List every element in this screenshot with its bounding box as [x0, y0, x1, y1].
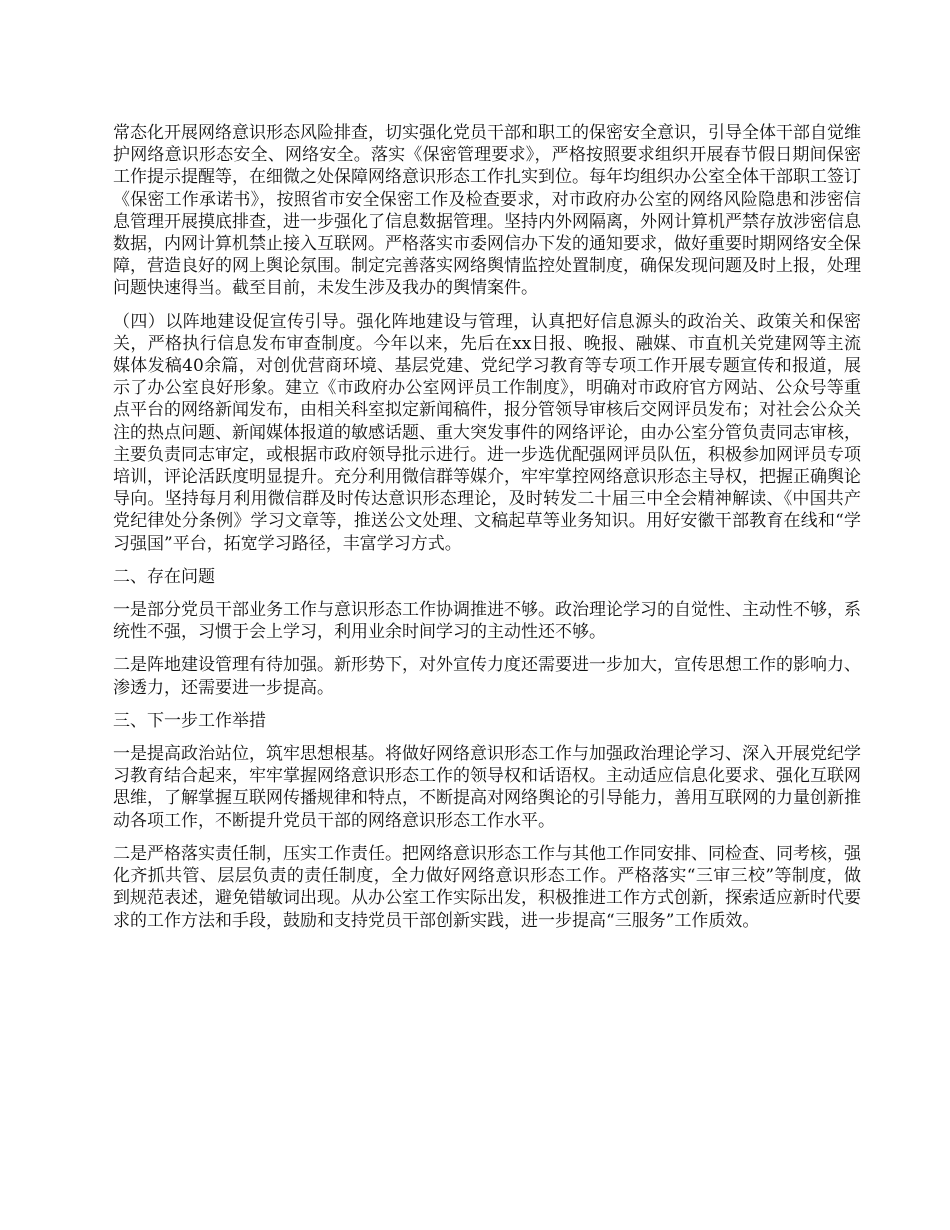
heading-next-steps: 三、下一步工作举措: [113, 710, 266, 731]
heading-problems: 二、存在问题: [113, 566, 215, 587]
paragraph-positions: （四）以阵地建设促宣传引导。强化阵地建设与管理，认真把好信息源头的政治关、政策关和保密关，严格执行信息发布审查制度。今年以来，先后在xx日报、晚报、融媒、市直机关党建网等主流媒体发稿40余篇，对创优营商环境、基层党建、党纪学习教育等专项工作开展专题宣传和报道，展示了办公室良好形象。建立《市政府办公室网评员工作制度》，明确对市政府官方网站、公众号等重点平台的网络新闻发布，由相关科室拟定新闻稿件，报分管领导审核后交网评员发布；对社会公众关注的热点问题、新闻媒体报道的敏感话题、重大突发事件的网络评论，由办公室分管负责同志审核，主要负责同志审定，或根据市政府领导批示进行。进一步选优配强网评员队伍，积极参加网评员专项培训，评论活跃度明显提升。充分利用微信群等媒介，牢牢掌控网络意识形态主导权，把握正确舆论导向。坚持每月利用微信群及时传达意识形态理论，及时转发二十届三中全会精神解读、《中国共产党纪律处分条例》学习文章等，推送公文处理、文稿起草等业务知识。用好安徽干部教育在线和“学习强国”平台，拓宽学习路径，丰富学习方式。: [113, 311, 861, 554]
paragraph-security: 常态化开展网络意识形态风险排查，切实强化党员干部和职工的保密安全意识，引导全体干部自觉维护网络意识形态安全、网络安全。落实《保密管理要求》，严格按照要求组织开展春节假日期间保密工作提示提醒等，在细微之处保障网络意识形态工作扎实到位。每年均组织办公室全体干部职工签订《保密工作承诺书》，按照省市安全保密工作及检查要求，对市政府办公室的网络风险隐患和涉密信息管理开展摸底排查，进一步强化了信息数据管理。坚持内外网隔离，外网计算机严禁存放涉密信息数据，内网计算机禁止接入互联网。严格落实市委网信办下发的通知要求，做好重要时期网络安全保障，营造良好的网上舆论氛围。制定完善落实网络舆情监控处置制度，确保发现问题及时上报，处理问题快速得当。截至目前，未发生涉及我办的舆情案件。: [113, 123, 861, 299]
paragraph-problem-1: 一是部分党员干部业务工作与意识形态工作协调推进不够。政治理论学习的自觉性、主动性不够，系统性不强，习惯于会上学习，利用业余时间学习的主动性还不够。: [113, 600, 861, 643]
paragraph-step-1: 一是提高政治站位，筑牢思想根基。将做好网络意识形态工作与加强政治理论学习、深入开展党纪学习教育结合起来，牢牢掌握网络意识形态工作的领导权和话语权。主动适应信息化要求、强化互联网思维，了解掌握互联网传播规律和特点，不断提高对网络舆论的引导能力，善用互联网的力量创新推动各项工作，不断提升党员干部的网络意识形态工作水平。: [113, 744, 861, 831]
paragraph-step-2: 二是严格落实责任制，压实工作责任。把网络意识形态工作与其他工作同安排、同检查、同考核，强化齐抓共管、层层负责的责任制度，全力做好网络意识形态工作。严格落实“三审三校”等制度，做到规范表述，避免错敏词出现。从办公室工作实际出发，积极推进工作方式创新，探索适应新时代要求的工作方法和手段，鼓励和支持党员干部创新实践，进一步提高“三服务”工作质效。: [113, 843, 861, 931]
document-body: [113, 122, 861, 943]
paragraph-problem-2: 二是阵地建设管理有待加强。新形势下，对外宣传力度还需要进一步加大，宣传思想工作的影响力、渗透力，还需要进一步提高。: [113, 655, 861, 698]
